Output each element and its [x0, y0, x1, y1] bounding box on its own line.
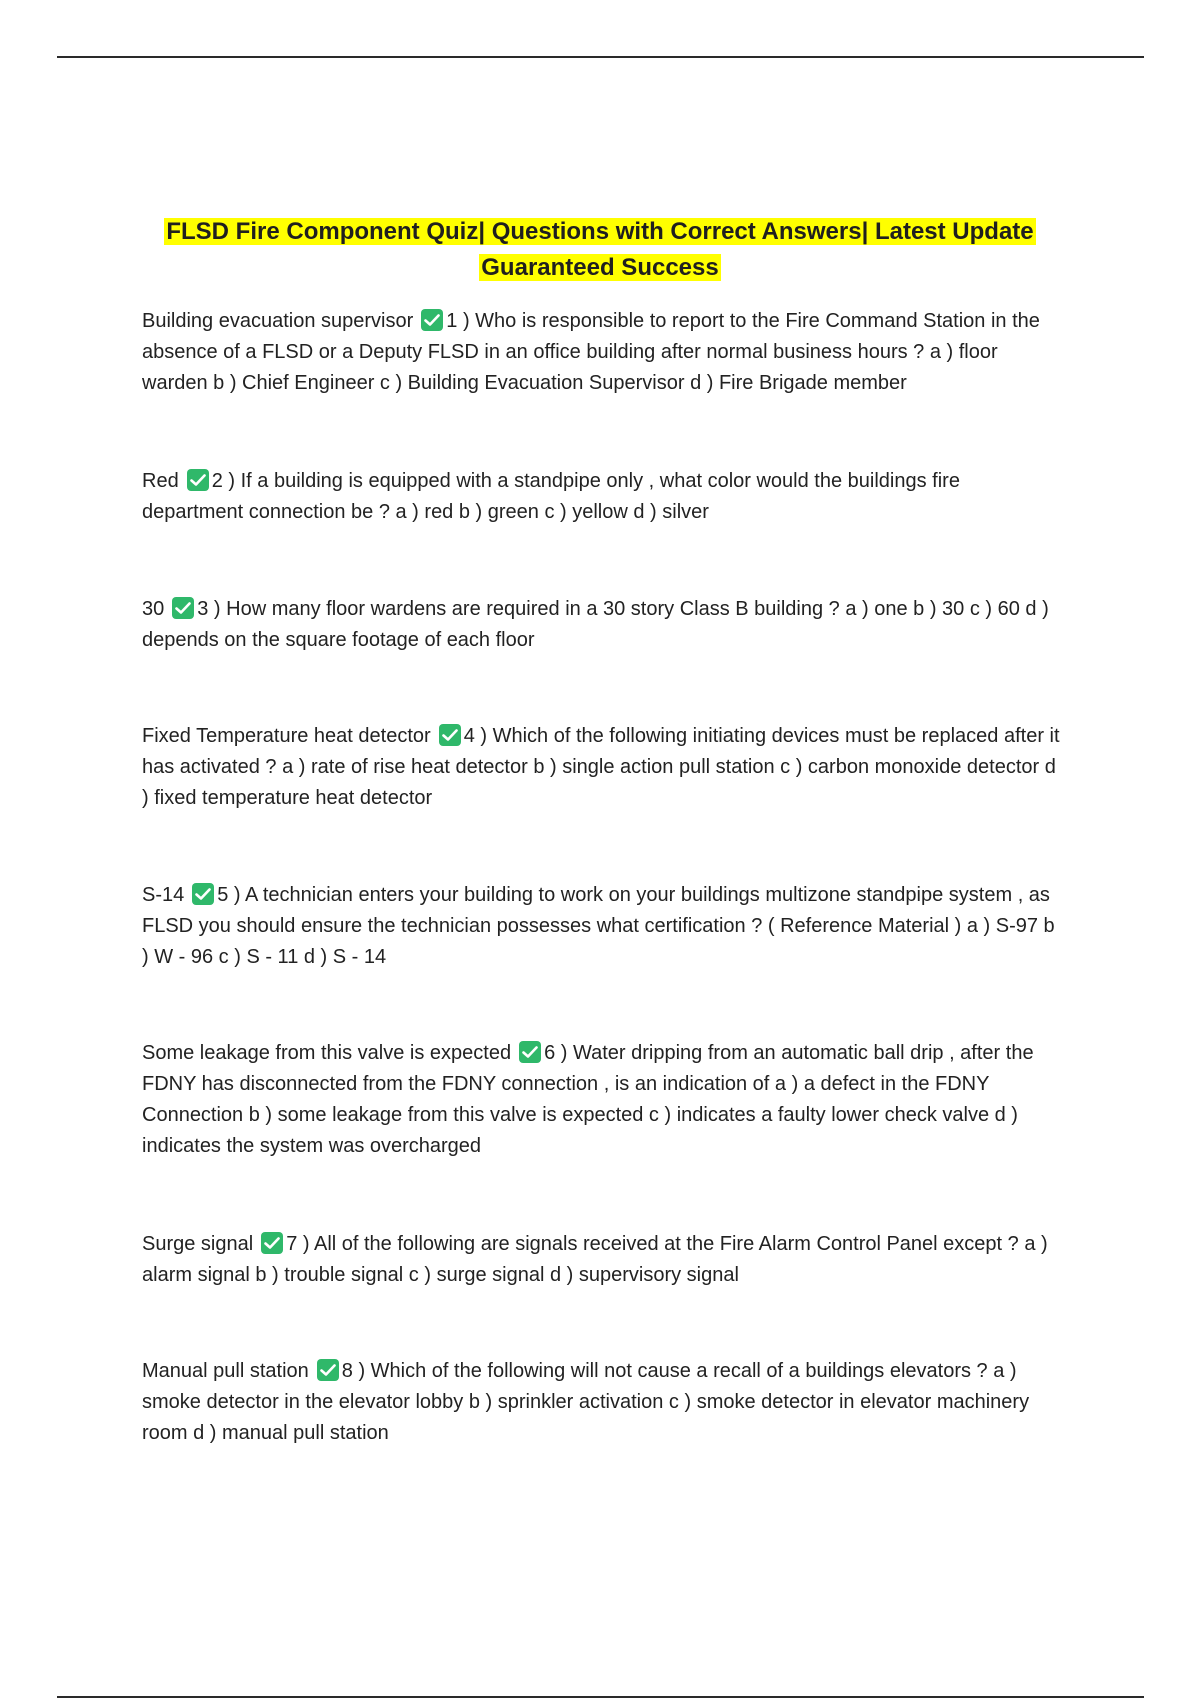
qa-item-4: [142, 721, 1062, 814]
title-line-1: FLSD Fire Component Quiz| Questions with Correct Answers| Latest Update: [166, 218, 1034, 245]
qa-item-8: [142, 1356, 1062, 1449]
answer-text: Manual pull station: [142, 1360, 309, 1382]
check-mark-icon: [192, 883, 214, 905]
check-mark-icon: [187, 469, 209, 491]
qa-item-3: [142, 594, 1062, 656]
qa-item-1: [142, 306, 1062, 399]
header-rule: [57, 56, 1144, 58]
title-line-2: Guaranteed Success: [481, 254, 719, 281]
question-text: 4 ) Which of the following initiating devices must be replaced after it has activated ? a ) rate of rise heat detector b ) single action pull station c ) carbon monoxide detector d ) fixed temperature heat detector: [142, 725, 1060, 809]
question-text: 8 ) Which of the following will not cause a recall of a buildings elevators ? a ) smoke detector in the elevator lobby b ) sprinkler activation c ) smoke detector in elevator machinery room d ) manual pull station: [142, 1360, 1030, 1444]
qa-item-6: [142, 1038, 1062, 1162]
answer-text: Building evacuation supervisor: [142, 310, 414, 332]
document-title: [100, 214, 1100, 286]
qa-item-5: [142, 880, 1062, 973]
question-text: 5 ) A technician enters your building to work on your buildings multizone standpipe system , as FLSD you should ensure the technician possesses what certification ? ( Reference Material ) a ) S-97 b ) W - 96 c ) S - 11 d ) S - 14: [142, 884, 1055, 968]
question-text: 2 ) If a building is equipped with a standpipe only , what color would the buildings fire department connection be ? a ) red b ) green c ) yellow d ) silver: [142, 470, 960, 523]
check-mark-icon: [261, 1232, 283, 1254]
check-mark-icon: [317, 1359, 339, 1381]
question-text: 1 ) Who is responsible to report to the Fire Command Station in the absence of a FLSD or a Deputy FLSD in an office building after normal business hours ? a ) floor warden b ) Chief Engineer c ) Building Evacuation Supervisor d ) Fire Brigade member: [142, 310, 1040, 394]
answer-text: Surge signal: [142, 1233, 254, 1255]
answer-text: Some leakage from this valve is expected: [142, 1042, 512, 1064]
check-mark-icon: [439, 724, 461, 746]
question-text: 6 ) Water dripping from an automatic ball drip , after the FDNY has disconnected from the FDNY connection , is an indication of a ) a defect in the FDNY Connection b ) some leakage from this valve is expected c ) indicates a faulty lower check valve d ) indicates the system was overcharged: [142, 1042, 1034, 1157]
qa-item-7: [142, 1229, 1062, 1291]
answer-text: Fixed Temperature heat detector: [142, 725, 431, 747]
answer-text: 30: [142, 598, 165, 620]
check-mark-icon: [519, 1041, 541, 1063]
question-text: 3 ) How many floor wardens are required in a 30 story Class B building ? a ) one b ) 30 c ) 60 d ) depends on the square footage of each floor: [142, 598, 1049, 651]
qa-item-2: [142, 466, 1062, 528]
answer-text: Red: [142, 470, 179, 492]
check-mark-icon: [172, 597, 194, 619]
check-mark-icon: [421, 309, 443, 331]
footer-rule: [57, 1696, 1144, 1698]
answer-text: S-14: [142, 884, 185, 906]
question-text: 7 ) All of the following are signals received at the Fire Alarm Control Panel except ? a ) alarm signal b ) trouble signal c ) surge signal d ) supervisory signal: [142, 1233, 1048, 1286]
